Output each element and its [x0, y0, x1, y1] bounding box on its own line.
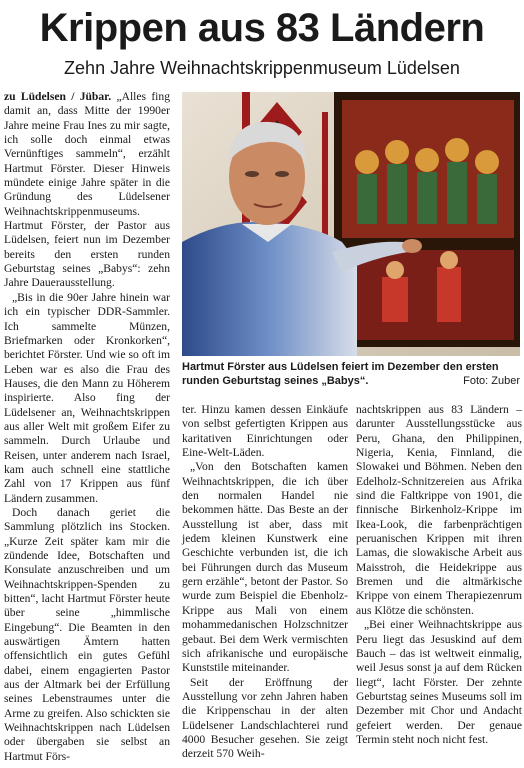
paragraph: „Bis in die 90er Jahre hinein war ich ein typischer DDR-Sammler. Ich sammelte Münzen, Briefmarken oder Kronkorken“, berichtet Förster. Und wie so oft im Leben war es also die Frau des Hauses, die den Mann zu Höherem inspirierte. Also fing der Lüdelsener an, Weihnachtskrippen aus aller Welt mit großem Eifer zu sammeln. Durch Urlaube und Reisen, unter anderem nach Israel, kam auch schnell eine stattliche Zahl von 17 Krippen aus fünf Ländern zusammen. [4, 290, 170, 505]
paragraph: nachtskrippen aus 83 Ländern – darunter Ausstellungsstücke aus Peru, Ghana, den Philippinen, Nigeria, Kenia, Finnland, die Slowakei und Böhmen. Neben den Edelholz-Schnitzereien aus Afrika sind die Faltkrippe von 1901, die finnische Birkenholz-Krippe im Ikea-Look, die farbenprächtigen peruanischen Krippen mit ihren Lamas, die slowakische Arbeit aus Maisstroh, die Heidekrippe aus Bremen und die altmärkische Krippe von einem Therapiezenrum aus Klötze die schönsten. [356, 403, 522, 617]
headline: Krippen aus 83 Ländern [39, 6, 485, 50]
museum-photo [182, 92, 520, 356]
photo-caption [182, 360, 520, 388]
article-column-2 [182, 403, 348, 762]
paragraph: ter. Hinzu kamen dessen Einkäufe von selbst gefertigten Krippen aus karitativen Einrichtungen oder Eine-Welt-Läden. [182, 403, 348, 460]
paragraph-text: „Alles fing damit an, dass Mitte der 1990er Jahre meine Frau Ines zu mir sagte, ich solle doch einmal etwas Vernünftiges sammeln“, erzählt Hartmut Förster. Dieser Hinweis mündete einige Jahre später in die Gründung des Lüdelsener Weihnachtskrippenmuseums. Hartmut Förster, der Pastor aus Lüdelsen, feiert nun im Dezember bereits den ersten runden Geburtstag seines „Babys“: zehn Jahre Dauerausstellung. [4, 90, 170, 290]
photo-illustration [182, 92, 520, 356]
paragraph: „Von den Botschaften kamen Weihnachtskrippen, die ich über den normalen Handel nie bekommen hätte. Das Beste an der Ausstellung ist aber, dass mit jedem kleinen Kunstwerk eine Geschichte verbunden ist, die ich bei Führungen durch das Museum gern erzähle“, betont der Pastor. So wurde zum Beispiel die Ebenholz-Krippe aus Mali von einem mohammedanischen Holzschnitzer gebaut. Bei dem Werk vermischten sich afrikanische und europäische Kunststile miteinander. [182, 460, 348, 675]
paragraph: „Bei einer Weihnachtskrippe aus Peru liegt das Jesuskind auf dem Bauch – das ist weltweit einmalig, weil Jesus sonst ja auf dem Rücken liegt“, lacht Förster. Der zehnte Geburtstag seines Museums soll im Dezember mit Chor und Andacht gefeiert werden. Der genaue Termin steht noch nicht fest. [356, 618, 522, 746]
article-column-1 [4, 90, 170, 764]
article-column-3 [356, 403, 522, 747]
paragraph [4, 90, 170, 291]
caption-text: Hartmut Förster aus Lüdelsen feiert im Dezember den ersten runden Geburtstag seines „Babys“. [182, 361, 499, 387]
dateline: zu Lüdelsen / Jübar. [4, 90, 112, 103]
paragraph: Seit der Eröffnung der Ausstellung vor zehn Jahren haben die Krippenschau in der alten Lüdelsener Landschlachterei rund 4000 Besucher gesehen. Sie zeigt derzeit 570 Weih- [182, 675, 348, 761]
paragraph: Doch danach geriet die Sammlung plötzlich ins Stocken. „Kurze Zeit später kam mir die zündende Idee, Botschaften und Konsulate anzuschreiben und um Weihnachtskrippen-Spenden zu bitten“, lacht Hartmut Förster heute über seine „himmlische Eingebung“. Die Beamten in den auswärtigen Ämtern hatten offensichtlich ein gutes Gefühl dabei, einem engagierten Pastor aus der Altmark bei der Erfüllung seines Lebenstraumes unter die Arme zu greifen. Also schickten sie Weihnachtskrippen nach Lüdelsen oder übergaben sie selbst an Hartmut Förs- [4, 505, 170, 763]
photo-credit: Foto: Zuber [463, 375, 520, 387]
subheadline: Zehn Jahre Weihnachtskrippenmuseum Lüdelsen [64, 58, 460, 78]
